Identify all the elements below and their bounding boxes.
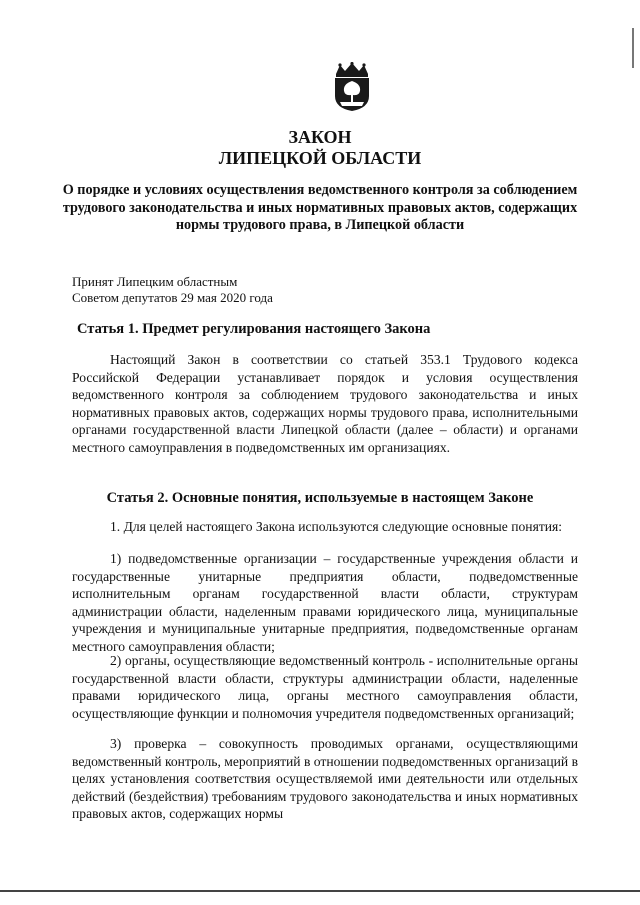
- scan-edge-mark: [632, 28, 634, 68]
- page-bottom-border: [0, 890, 640, 892]
- article-1-heading: Статья 1. Предмет регулирования настоящего Закона: [77, 321, 431, 337]
- adoption-line-1: Принят Липецким областным: [72, 274, 238, 289]
- definition-item-3: 3) проверка – совокупность проводимых органами, осуществляющими ведомственный контроль, мероприятий в отношении подведомственных организаций в целях установления соответствия осуществляемой ими деятельности или отдельных действий (бездействия) требованиям трудового законодательства и иных нормативных правовых актов, содержащих нормы: [72, 736, 578, 822]
- definition-item-2: 2) органы, осуществляющие ведомственный контроль - исполнительные органы государственной власти области, структуры администрации области, наделенные правами юридического лица, органы местного самоуправления области, осуществляющие функции и полномочия учредителя подведомственных организаций;: [72, 653, 578, 721]
- region-title: ЛИПЕЦКОЙ ОБЛАСТИ: [218, 148, 422, 168]
- law-title: ЗАКОН: [288, 127, 352, 147]
- lipetsk-coat-of-arms-icon: [330, 62, 374, 112]
- article-2-intro: 1. Для целей настоящего Закона используются следующие основные понятия:: [110, 519, 563, 534]
- adoption-line-2: Советом депутатов 29 мая 2020 года: [72, 290, 273, 305]
- law-subtitle: О порядке и условиях осуществления ведомственного контроля за соблюдением трудового законодательства и иных нормативных правовых актов, содержащих нормы трудового права, в Липецкой области: [62, 182, 578, 233]
- definition-item-1: 1) подведомственные организации – государственные учреждения области и государственные унитарные предприятия области, подведомственные исполнительным органам государственной власти области, структурам администрации области, наделенным правами юридического лица, муниципальные учреждения и муниципальные унитарные предприятия, подведомственные органам местного самоуправления области;: [72, 551, 578, 654]
- article-1-text: Настоящий Закон в соответствии со статьей 353.1 Трудового кодекса Российской Федерации устанавливает порядок и условия осуществления ведомственного контроля за соблюдением трудового законодательства и иных нормативных правовых актов, содержащих нормы трудового права, исполнительными органами государственной власти Липецкой области (далее – области) и органами местного самоуправления в подведомственных им организациях.: [72, 352, 578, 455]
- adoption-note: [72, 274, 273, 306]
- article-2-heading: Статья 2. Основные понятия, используемые в настоящем Законе: [106, 490, 534, 506]
